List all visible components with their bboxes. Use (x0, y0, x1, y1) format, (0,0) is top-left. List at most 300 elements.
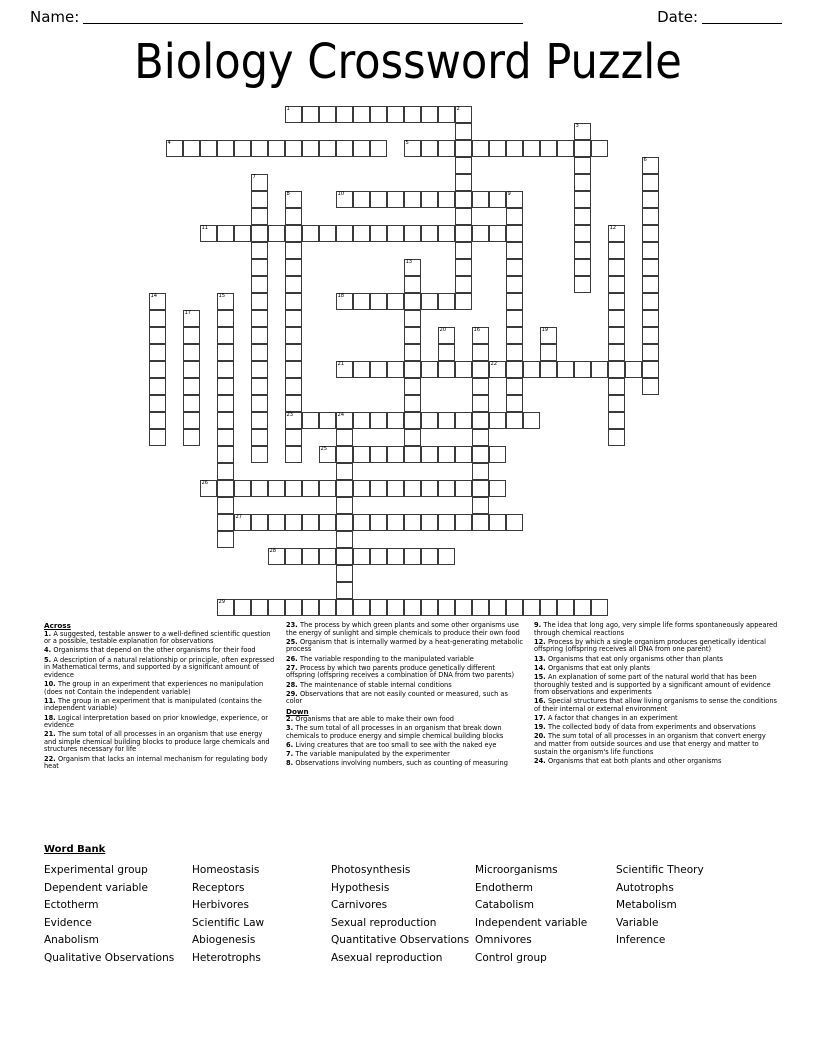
crossword-cell[interactable] (370, 140, 387, 157)
crossword-cell[interactable] (319, 548, 336, 565)
crossword-cell[interactable] (251, 208, 268, 225)
crossword-cell[interactable] (217, 497, 234, 514)
crossword-cell[interactable] (489, 599, 506, 616)
crossword-cell[interactable] (404, 191, 421, 208)
crossword-cell[interactable] (608, 429, 625, 446)
crossword-cell[interactable] (472, 497, 489, 514)
crossword-cell[interactable] (285, 344, 302, 361)
crossword-cell[interactable] (472, 191, 489, 208)
crossword-cell[interactable] (336, 548, 353, 565)
crossword-cell[interactable] (438, 106, 455, 123)
crossword-cell[interactable] (234, 140, 251, 157)
crossword-cell[interactable] (353, 599, 370, 616)
crossword-cell[interactable] (438, 446, 455, 463)
crossword-cell[interactable] (455, 225, 472, 242)
crossword-cell[interactable] (370, 514, 387, 531)
crossword-cell[interactable] (285, 412, 302, 429)
crossword-cell[interactable] (353, 480, 370, 497)
crossword-cell[interactable] (370, 412, 387, 429)
crossword-cell[interactable] (608, 276, 625, 293)
crossword-cell[interactable] (217, 361, 234, 378)
crossword-cell[interactable] (421, 191, 438, 208)
crossword-cell[interactable] (472, 327, 489, 344)
crossword-cell[interactable] (455, 293, 472, 310)
crossword-cell[interactable] (285, 480, 302, 497)
crossword-cell[interactable] (642, 242, 659, 259)
crossword-cell[interactable] (438, 327, 455, 344)
crossword-cell[interactable] (472, 412, 489, 429)
crossword-cell[interactable] (302, 106, 319, 123)
crossword-cell[interactable] (608, 293, 625, 310)
crossword-cell[interactable] (540, 140, 557, 157)
crossword-cell[interactable] (574, 174, 591, 191)
crossword-cell[interactable] (285, 259, 302, 276)
crossword-cell[interactable] (217, 140, 234, 157)
crossword-cell[interactable] (217, 429, 234, 446)
crossword-cell[interactable] (557, 361, 574, 378)
crossword-cell[interactable] (574, 208, 591, 225)
crossword-cell[interactable] (336, 429, 353, 446)
crossword-cell[interactable] (421, 548, 438, 565)
crossword-cell[interactable] (285, 599, 302, 616)
crossword-cell[interactable] (438, 548, 455, 565)
crossword-cell[interactable] (608, 361, 625, 378)
date-write-line[interactable] (702, 10, 782, 24)
crossword-cell[interactable] (285, 395, 302, 412)
crossword-cell[interactable] (489, 412, 506, 429)
crossword-cell[interactable] (608, 344, 625, 361)
crossword-cell[interactable] (591, 140, 608, 157)
crossword-cell[interactable] (438, 514, 455, 531)
crossword-cell[interactable] (268, 599, 285, 616)
crossword-cell[interactable] (574, 599, 591, 616)
crossword-cell[interactable] (353, 140, 370, 157)
crossword-cell[interactable] (438, 412, 455, 429)
crossword-cell[interactable] (251, 514, 268, 531)
crossword-cell[interactable] (217, 599, 234, 616)
crossword-cell[interactable] (574, 242, 591, 259)
crossword-cell[interactable] (336, 446, 353, 463)
crossword-cell[interactable] (642, 361, 659, 378)
crossword-cell[interactable] (251, 395, 268, 412)
crossword-cell[interactable] (472, 395, 489, 412)
crossword-cell[interactable] (387, 361, 404, 378)
crossword-cell[interactable] (370, 361, 387, 378)
crossword-cell[interactable] (438, 225, 455, 242)
crossword-cell[interactable] (353, 225, 370, 242)
crossword-cell[interactable] (302, 225, 319, 242)
crossword-cell[interactable] (302, 480, 319, 497)
crossword-cell[interactable] (642, 276, 659, 293)
crossword-cell[interactable] (438, 191, 455, 208)
crossword-cell[interactable] (370, 293, 387, 310)
crossword-cell[interactable] (234, 225, 251, 242)
crossword-cell[interactable] (421, 446, 438, 463)
crossword-cell[interactable] (319, 480, 336, 497)
crossword-cell[interactable] (523, 361, 540, 378)
crossword-cell[interactable] (285, 548, 302, 565)
crossword-cell[interactable] (149, 378, 166, 395)
crossword-cell[interactable] (387, 225, 404, 242)
crossword-cell[interactable] (268, 480, 285, 497)
crossword-cell[interactable] (336, 463, 353, 480)
crossword-cell[interactable] (608, 395, 625, 412)
crossword-cell[interactable] (251, 140, 268, 157)
crossword-cell[interactable] (404, 429, 421, 446)
crossword-cell[interactable] (370, 191, 387, 208)
crossword-cell[interactable] (200, 140, 217, 157)
crossword-cell[interactable] (251, 310, 268, 327)
crossword-cell[interactable] (574, 140, 591, 157)
crossword-cell[interactable] (608, 225, 625, 242)
crossword-cell[interactable] (455, 276, 472, 293)
crossword-cell[interactable] (540, 327, 557, 344)
crossword-cell[interactable] (251, 242, 268, 259)
crossword-cell[interactable] (319, 225, 336, 242)
crossword-cell[interactable] (183, 429, 200, 446)
crossword-cell[interactable] (608, 310, 625, 327)
crossword-cell[interactable] (319, 446, 336, 463)
crossword-cell[interactable] (455, 259, 472, 276)
crossword-cell[interactable] (608, 242, 625, 259)
crossword-cell[interactable] (251, 599, 268, 616)
crossword-cell[interactable] (506, 276, 523, 293)
crossword-cell[interactable] (285, 242, 302, 259)
crossword-cell[interactable] (404, 327, 421, 344)
crossword-cell[interactable] (438, 480, 455, 497)
crossword-cell[interactable] (336, 106, 353, 123)
crossword-cell[interactable] (625, 361, 642, 378)
crossword-cell[interactable] (285, 310, 302, 327)
crossword-cell[interactable] (217, 378, 234, 395)
crossword-cell[interactable] (472, 514, 489, 531)
crossword-cell[interactable] (506, 259, 523, 276)
crossword-cell[interactable] (302, 140, 319, 157)
crossword-cell[interactable] (642, 174, 659, 191)
crossword-cell[interactable] (268, 140, 285, 157)
crossword-cell[interactable] (336, 480, 353, 497)
crossword-cell[interactable] (421, 514, 438, 531)
crossword-cell[interactable] (506, 412, 523, 429)
crossword-cell[interactable] (455, 123, 472, 140)
crossword-cell[interactable] (387, 106, 404, 123)
crossword-cell[interactable] (183, 361, 200, 378)
crossword-cell[interactable] (149, 327, 166, 344)
crossword-cell[interactable] (149, 429, 166, 446)
crossword-cell[interactable] (234, 514, 251, 531)
crossword-cell[interactable] (642, 208, 659, 225)
crossword-cell[interactable] (319, 412, 336, 429)
crossword-cell[interactable] (353, 514, 370, 531)
crossword-cell[interactable] (608, 327, 625, 344)
crossword-cell[interactable] (353, 191, 370, 208)
crossword-cell[interactable] (251, 225, 268, 242)
crossword-cell[interactable] (285, 140, 302, 157)
crossword-cell[interactable] (251, 191, 268, 208)
crossword-cell[interactable] (387, 412, 404, 429)
crossword-cell[interactable] (489, 446, 506, 463)
crossword-cell[interactable] (217, 514, 234, 531)
crossword-cell[interactable] (404, 599, 421, 616)
crossword-cell[interactable] (336, 582, 353, 599)
crossword-cell[interactable] (506, 208, 523, 225)
crossword-cell[interactable] (183, 140, 200, 157)
crossword-cell[interactable] (540, 344, 557, 361)
crossword-cell[interactable] (251, 378, 268, 395)
crossword-cell[interactable] (472, 361, 489, 378)
crossword-cell[interactable] (302, 599, 319, 616)
crossword-cell[interactable] (489, 191, 506, 208)
crossword-cell[interactable] (455, 191, 472, 208)
crossword-cell[interactable] (642, 225, 659, 242)
crossword-cell[interactable] (489, 480, 506, 497)
crossword-cell[interactable] (506, 293, 523, 310)
crossword-cell[interactable] (455, 514, 472, 531)
crossword-cell[interactable] (285, 293, 302, 310)
name-write-line[interactable] (83, 10, 523, 24)
crossword-cell[interactable] (455, 446, 472, 463)
crossword-cell[interactable] (472, 225, 489, 242)
crossword-cell[interactable] (251, 327, 268, 344)
crossword-cell[interactable] (251, 174, 268, 191)
crossword-cell[interactable] (217, 310, 234, 327)
crossword-cell[interactable] (217, 327, 234, 344)
crossword-cell[interactable] (251, 276, 268, 293)
crossword-cell[interactable] (251, 259, 268, 276)
crossword-cell[interactable] (421, 480, 438, 497)
crossword-cell[interactable] (336, 514, 353, 531)
crossword-cell[interactable] (268, 514, 285, 531)
crossword-cell[interactable] (336, 361, 353, 378)
crossword-cell[interactable] (370, 446, 387, 463)
crossword-cell[interactable] (591, 361, 608, 378)
crossword-cell[interactable] (404, 480, 421, 497)
crossword-cell[interactable] (489, 361, 506, 378)
crossword-cell[interactable] (421, 140, 438, 157)
crossword-cell[interactable] (591, 599, 608, 616)
crossword-cell[interactable] (642, 191, 659, 208)
crossword-cell[interactable] (506, 191, 523, 208)
crossword-cell[interactable] (472, 378, 489, 395)
crossword-cell[interactable] (370, 480, 387, 497)
crossword-cell[interactable] (387, 191, 404, 208)
crossword-cell[interactable] (336, 599, 353, 616)
crossword-cell[interactable] (285, 191, 302, 208)
crossword-cell[interactable] (574, 259, 591, 276)
crossword-cell[interactable] (217, 463, 234, 480)
crossword-cell[interactable] (149, 293, 166, 310)
crossword-cell[interactable] (642, 378, 659, 395)
crossword-cell[interactable] (523, 140, 540, 157)
crossword-cell[interactable] (319, 514, 336, 531)
crossword-cell[interactable] (183, 378, 200, 395)
crossword-cell[interactable] (166, 140, 183, 157)
crossword-cell[interactable] (506, 344, 523, 361)
crossword-cell[interactable] (489, 225, 506, 242)
crossword-cell[interactable] (540, 361, 557, 378)
crossword-cell[interactable] (302, 514, 319, 531)
crossword-cell[interactable] (217, 531, 234, 548)
crossword-cell[interactable] (336, 293, 353, 310)
crossword-cell[interactable] (421, 361, 438, 378)
crossword-cell[interactable] (387, 514, 404, 531)
crossword-cell[interactable] (353, 106, 370, 123)
crossword-grid[interactable] (132, 106, 688, 616)
crossword-cell[interactable] (268, 225, 285, 242)
crossword-cell[interactable] (404, 225, 421, 242)
crossword-cell[interactable] (336, 140, 353, 157)
crossword-cell[interactable] (642, 293, 659, 310)
crossword-cell[interactable] (370, 548, 387, 565)
crossword-cell[interactable] (302, 548, 319, 565)
crossword-cell[interactable] (489, 514, 506, 531)
crossword-cell[interactable] (506, 361, 523, 378)
crossword-cell[interactable] (642, 310, 659, 327)
crossword-cell[interactable] (387, 548, 404, 565)
crossword-cell[interactable] (404, 361, 421, 378)
crossword-cell[interactable] (336, 565, 353, 582)
crossword-cell[interactable] (319, 140, 336, 157)
crossword-cell[interactable] (251, 412, 268, 429)
crossword-cell[interactable] (183, 395, 200, 412)
crossword-cell[interactable] (557, 599, 574, 616)
crossword-cell[interactable] (455, 157, 472, 174)
crossword-cell[interactable] (353, 412, 370, 429)
crossword-cell[interactable] (438, 599, 455, 616)
crossword-cell[interactable] (183, 344, 200, 361)
crossword-cell[interactable] (285, 361, 302, 378)
crossword-cell[interactable] (285, 208, 302, 225)
crossword-cell[interactable] (642, 344, 659, 361)
crossword-cell[interactable] (540, 599, 557, 616)
crossword-cell[interactable] (404, 395, 421, 412)
crossword-cell[interactable] (455, 361, 472, 378)
crossword-cell[interactable] (234, 599, 251, 616)
crossword-cell[interactable] (353, 548, 370, 565)
crossword-cell[interactable] (217, 225, 234, 242)
crossword-cell[interactable] (353, 293, 370, 310)
crossword-cell[interactable] (370, 225, 387, 242)
crossword-cell[interactable] (472, 480, 489, 497)
crossword-cell[interactable] (217, 412, 234, 429)
crossword-cell[interactable] (472, 344, 489, 361)
crossword-cell[interactable] (319, 599, 336, 616)
crossword-cell[interactable] (387, 293, 404, 310)
crossword-cell[interactable] (149, 344, 166, 361)
crossword-cell[interactable] (285, 429, 302, 446)
crossword-cell[interactable] (183, 310, 200, 327)
crossword-cell[interactable] (387, 599, 404, 616)
crossword-cell[interactable] (336, 497, 353, 514)
crossword-cell[interactable] (285, 106, 302, 123)
crossword-cell[interactable] (336, 191, 353, 208)
crossword-cell[interactable] (336, 225, 353, 242)
crossword-cell[interactable] (523, 412, 540, 429)
crossword-cell[interactable] (336, 531, 353, 548)
crossword-cell[interactable] (438, 361, 455, 378)
crossword-cell[interactable] (421, 293, 438, 310)
crossword-cell[interactable] (404, 293, 421, 310)
crossword-cell[interactable] (421, 412, 438, 429)
crossword-cell[interactable] (506, 310, 523, 327)
crossword-cell[interactable] (506, 378, 523, 395)
crossword-cell[interactable] (217, 344, 234, 361)
crossword-cell[interactable] (285, 378, 302, 395)
crossword-cell[interactable] (404, 310, 421, 327)
crossword-cell[interactable] (404, 548, 421, 565)
crossword-cell[interactable] (523, 599, 540, 616)
crossword-cell[interactable] (455, 242, 472, 259)
crossword-cell[interactable] (574, 191, 591, 208)
crossword-cell[interactable] (370, 106, 387, 123)
crossword-cell[interactable] (506, 225, 523, 242)
crossword-cell[interactable] (285, 225, 302, 242)
crossword-cell[interactable] (370, 599, 387, 616)
crossword-cell[interactable] (642, 327, 659, 344)
crossword-cell[interactable] (251, 344, 268, 361)
crossword-cell[interactable] (217, 446, 234, 463)
crossword-cell[interactable] (506, 327, 523, 344)
crossword-cell[interactable] (387, 446, 404, 463)
crossword-cell[interactable] (183, 412, 200, 429)
crossword-cell[interactable] (608, 412, 625, 429)
crossword-cell[interactable] (506, 395, 523, 412)
crossword-cell[interactable] (319, 106, 336, 123)
crossword-cell[interactable] (472, 429, 489, 446)
crossword-cell[interactable] (472, 463, 489, 480)
crossword-cell[interactable] (574, 123, 591, 140)
crossword-cell[interactable] (506, 514, 523, 531)
crossword-cell[interactable] (472, 599, 489, 616)
crossword-cell[interactable] (489, 140, 506, 157)
crossword-cell[interactable] (149, 361, 166, 378)
crossword-cell[interactable] (268, 548, 285, 565)
crossword-cell[interactable] (183, 327, 200, 344)
crossword-cell[interactable] (574, 157, 591, 174)
crossword-cell[interactable] (574, 225, 591, 242)
crossword-cell[interactable] (438, 344, 455, 361)
crossword-cell[interactable] (455, 174, 472, 191)
crossword-cell[interactable] (438, 293, 455, 310)
crossword-cell[interactable] (285, 514, 302, 531)
crossword-cell[interactable] (200, 225, 217, 242)
crossword-cell[interactable] (404, 259, 421, 276)
crossword-cell[interactable] (200, 480, 217, 497)
crossword-cell[interactable] (149, 412, 166, 429)
crossword-cell[interactable] (251, 429, 268, 446)
crossword-cell[interactable] (404, 106, 421, 123)
crossword-cell[interactable] (608, 378, 625, 395)
crossword-cell[interactable] (506, 599, 523, 616)
crossword-cell[interactable] (455, 412, 472, 429)
crossword-cell[interactable] (251, 361, 268, 378)
crossword-cell[interactable] (421, 106, 438, 123)
crossword-cell[interactable] (149, 310, 166, 327)
crossword-cell[interactable] (387, 480, 404, 497)
crossword-cell[interactable] (472, 140, 489, 157)
crossword-cell[interactable] (353, 446, 370, 463)
crossword-cell[interactable] (472, 446, 489, 463)
crossword-cell[interactable] (455, 599, 472, 616)
crossword-cell[interactable] (404, 412, 421, 429)
crossword-cell[interactable] (404, 140, 421, 157)
crossword-cell[interactable] (285, 446, 302, 463)
crossword-cell[interactable] (404, 514, 421, 531)
crossword-cell[interactable] (421, 599, 438, 616)
crossword-cell[interactable] (438, 140, 455, 157)
crossword-cell[interactable] (149, 395, 166, 412)
crossword-cell[interactable] (285, 327, 302, 344)
